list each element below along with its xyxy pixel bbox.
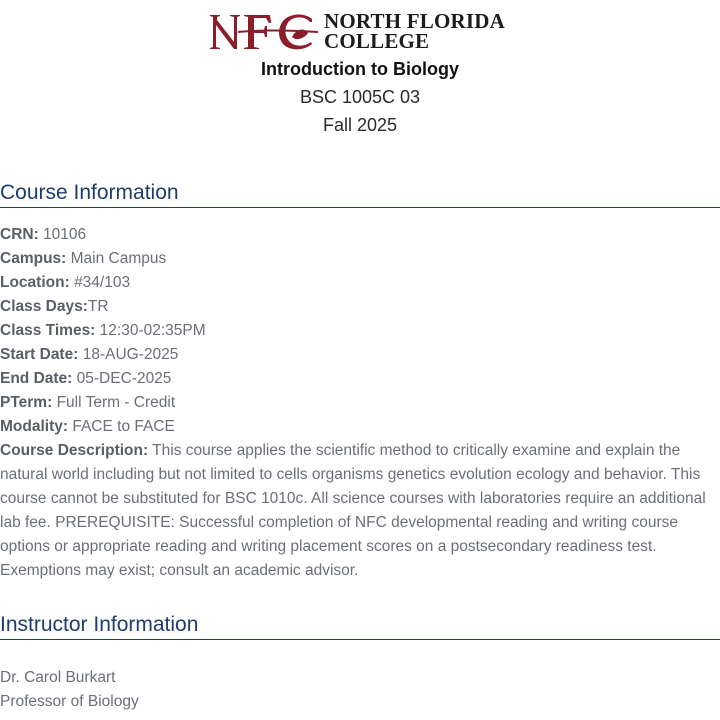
start-date-label: Start Date: [0, 346, 79, 363]
course-information-list [0, 223, 720, 583]
start-date-row [0, 343, 720, 367]
campus-value: Main Campus [70, 250, 167, 267]
end-date-label: End Date: [0, 370, 73, 387]
class-days-value: TR [87, 298, 109, 315]
class-times-label: Class Times: [0, 322, 96, 339]
course-information-heading: Course Information [0, 180, 720, 208]
start-date-value: 18-AUG-2025 [82, 346, 179, 363]
class-times-row [0, 319, 720, 343]
location-label: Location: [0, 274, 70, 291]
instructor-title: Professor of Biology [0, 693, 139, 710]
crn-value: 10106 [43, 226, 87, 243]
crn-row [0, 223, 720, 247]
class-times-value: 12:30-02:35PM [99, 322, 206, 339]
course-description-text: This course applies the scientific method to critically examine and explain the natural world including but not limited to cells organisms genetics evolution ecology and behavior. This course cannot be substituted for BSC 1010c. All science courses with laboratories require an additional lab fee. PREREQUISITE: Successful completion of NFC developmental reading and writing course options or appropriate reading and writing placement scores on a postsecondary readiness test. Exemptions may exist; consult an academic advisor. [0, 442, 706, 579]
pterm-label: PTerm: [0, 394, 53, 411]
instructor-details [0, 666, 720, 714]
logo-wordmark [324, 11, 505, 51]
pterm-row [0, 391, 720, 415]
end-date-row [0, 367, 720, 391]
class-days-label: Class Days: [0, 298, 88, 315]
nfc-logo-mark [208, 11, 320, 53]
instructor-information-heading: Instructor Information [0, 612, 720, 640]
campus-label: Campus: [0, 250, 67, 267]
modality-label: Modality: [0, 418, 69, 435]
class-days-row [0, 295, 720, 319]
college-logo [208, 11, 512, 53]
course-description-row [0, 439, 720, 583]
location-row [0, 271, 720, 295]
campus-row [0, 247, 720, 271]
pterm-value: Full Term - Credit [56, 394, 176, 411]
logo-line-2: COLLEGE [324, 29, 430, 53]
logo-line-1: NORTH FLORIDA [324, 9, 505, 33]
course-term: Fall 2025 [322, 115, 398, 135]
location-value: #34/103 [74, 274, 131, 291]
instructor-name: Dr. Carol Burkart [0, 669, 116, 686]
course-description-label: Course Description: [0, 442, 149, 459]
modality-row [0, 415, 720, 439]
modality-value: FACE to FACE [72, 418, 175, 435]
course-title: Introduction to Biology [261, 59, 459, 79]
end-date-value: 05-DEC-2025 [76, 370, 172, 387]
crn-label: CRN: [0, 226, 39, 243]
course-code: BSC 1005C 03 [299, 87, 421, 107]
